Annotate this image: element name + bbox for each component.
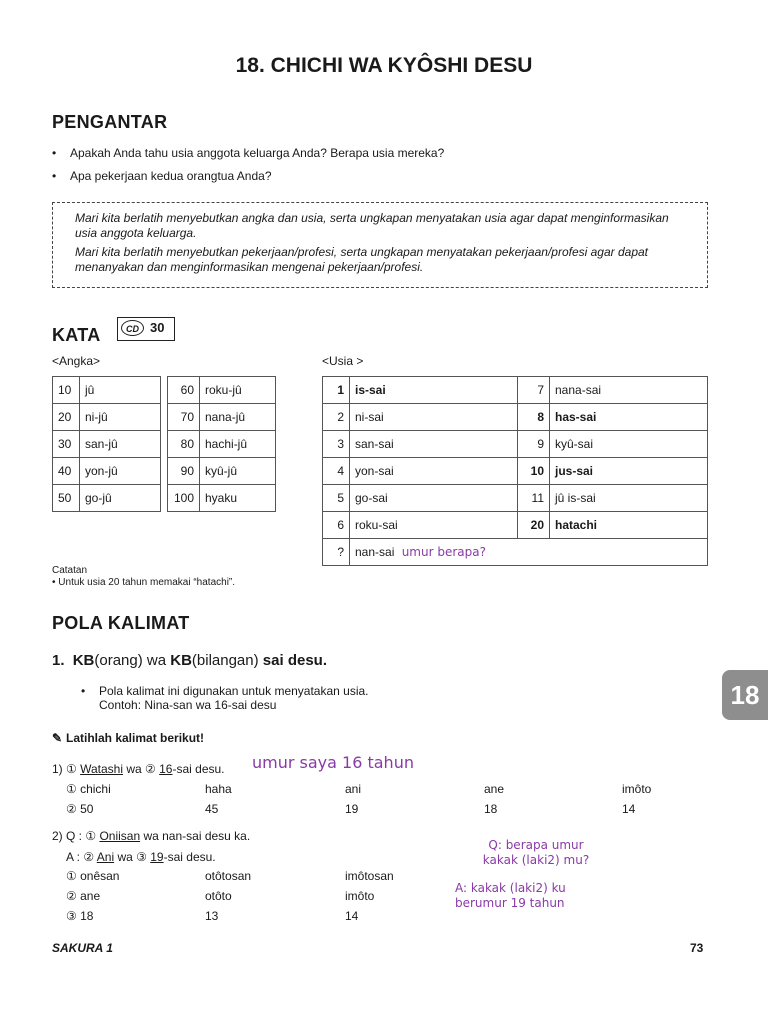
table-row (53, 431, 161, 458)
ex1-end: -sai desu. (172, 762, 225, 776)
table-row (323, 512, 708, 539)
ex1-option: 45 (205, 802, 219, 816)
number-cell: 2 (323, 404, 350, 431)
number-cell: 60 (168, 377, 200, 404)
number-cell: 100 (168, 485, 200, 512)
cd-track-number: 30 (150, 320, 165, 335)
ex1-word-2: 16 (159, 762, 173, 776)
word-cell: hachi-jû (200, 431, 276, 458)
ex2-option: ② ane (66, 889, 101, 903)
ex2-option: ① onêsan (66, 869, 120, 883)
word-cell: go-sai (350, 485, 518, 512)
number-cell: 7 (518, 377, 550, 404)
pencil-icon: ✎ (52, 731, 63, 745)
objective-text-2: Mari kita berlatih menyebutkan pekerjaan/profesi, serta ungkapan menyatakan pekerjaan/profesi agar dapat menanyakan dan menginformasikan mengenai pekerjaan/profesi. (75, 245, 649, 274)
intro-bullet-2: • Apa pekerjaan kedua orangtua Anda? (70, 169, 272, 183)
cd-track-badge (117, 317, 175, 341)
objectives-box (52, 202, 708, 288)
table-row (168, 377, 276, 404)
word-cell: roku-sai (350, 512, 518, 539)
ex1-option: ② 50 (66, 802, 94, 816)
ex1-option: 19 (345, 802, 359, 816)
pattern-bilangan: (bilangan) (191, 652, 263, 669)
handwritten-line: A: kakak (laki2) ku (455, 881, 566, 895)
pattern-explanation: • Pola kalimat ini digunakan untuk menyatakan usia. (99, 684, 369, 698)
ex1-word-1: Watashi (80, 762, 124, 776)
table-row (168, 458, 276, 485)
page-title: 18. CHICHI WA KYÔSHI DESU (235, 54, 533, 77)
ex2-a-word-1: Ani (96, 850, 115, 864)
word-cell: kyû-jû (200, 458, 276, 485)
table-row (323, 404, 708, 431)
catatan-body: Untuk usia 20 tahun memakai “hatachi”. (58, 577, 236, 588)
word-cell: has-sai (550, 404, 708, 431)
handwritten-line: kakak (laki2) mu? (482, 853, 590, 867)
number-cell: 80 (168, 431, 200, 458)
number-cell: 6 (323, 512, 350, 539)
table-row (168, 404, 276, 431)
pattern-end: sai desu. (262, 652, 327, 669)
table-row (323, 458, 708, 485)
handwritten-note: umur berapa? (401, 545, 486, 559)
angka-table-left (52, 376, 161, 512)
table-row (168, 431, 276, 458)
number-cell: 10 (518, 458, 550, 485)
ex1-option: 14 (622, 802, 636, 816)
usia-table (322, 376, 708, 566)
word-cell: nana-sai (550, 377, 708, 404)
word-cell: nana-jû (200, 404, 276, 431)
number-cell: 1 (323, 377, 350, 404)
word-cell: san-jû (80, 431, 161, 458)
number-cell: 40 (53, 458, 80, 485)
ex1-option: 18 (484, 802, 498, 816)
word-cell: hatachi (550, 512, 708, 539)
book-title-footer: SAKURA 1 (52, 941, 113, 955)
word-cell: ni-sai (350, 404, 518, 431)
ex1-option: ani (345, 782, 362, 796)
practice-instruction (52, 731, 204, 745)
word-cell: jû is-sai (550, 485, 708, 512)
number-cell: 9 (518, 431, 550, 458)
number-cell: 50 (53, 485, 80, 512)
ex1-option: imôto (622, 782, 652, 796)
word-cell: is-sai (350, 377, 518, 404)
ex1-mid: wa ② (123, 762, 160, 776)
ex2-option: otôtosan (205, 869, 252, 883)
table-row (53, 404, 161, 431)
word-cell: ni-jû (80, 404, 161, 431)
number-cell: 5 (323, 485, 350, 512)
handwritten-note (455, 881, 566, 911)
ex2-option: otôto (205, 889, 232, 903)
exercise-2-question (52, 829, 250, 843)
word-cell (350, 539, 708, 566)
chapter-tab: 18 (722, 670, 768, 720)
handwritten-note: umur saya 16 tahun (252, 753, 414, 772)
pattern-kb1: KB (72, 652, 95, 669)
ex2-q-prefix: 2) Q : ① (52, 829, 100, 843)
number-cell: 11 (518, 485, 550, 512)
word-cell: yon-jû (80, 458, 161, 485)
handwritten-line: Q: berapa umur (488, 838, 584, 852)
number-cell: 4 (323, 458, 350, 485)
question-word: nan-sai (355, 545, 395, 559)
ex2-option: 14 (345, 909, 359, 923)
ex2-a-prefix: A : ② (66, 850, 97, 864)
ex2-q-word: Oniisan (99, 829, 141, 843)
ex2-a-word-2: 19 (150, 850, 164, 864)
ex2-option: imôto (345, 889, 375, 903)
pattern-kb2: KB (170, 652, 192, 669)
section-heading-pola: POLA KALIMAT (52, 613, 190, 633)
bullet-dot: • (52, 577, 59, 588)
word-cell: jû (80, 377, 161, 404)
exercise-1-sentence (52, 762, 225, 776)
table-row (323, 431, 708, 458)
number-cell: 3 (323, 431, 350, 458)
section-heading-kata: KATA (52, 325, 101, 345)
table-row (53, 458, 161, 485)
ex2-option: ③ 18 (66, 909, 94, 923)
number-cell: ? (323, 539, 350, 566)
table-row (168, 485, 276, 512)
sentence-pattern (52, 652, 327, 669)
number-cell: 20 (53, 404, 80, 431)
ex1-option: ane (484, 782, 505, 796)
word-cell: san-sai (350, 431, 518, 458)
cd-icon: CD (121, 320, 144, 336)
table-row (323, 377, 708, 404)
section-heading-pengantar: PENGANTAR (52, 112, 168, 132)
exercise-2-answer (66, 850, 216, 864)
number-cell: 30 (53, 431, 80, 458)
table-row (53, 377, 161, 404)
ex1-option: haha (205, 782, 232, 796)
number-cell: 20 (518, 512, 550, 539)
number-cell: 70 (168, 404, 200, 431)
ex2-q-end: wa nan-sai desu ka. (140, 829, 251, 843)
ex2-option: 13 (205, 909, 219, 923)
ex1-option: ① chichi (66, 782, 111, 796)
handwritten-note (466, 838, 606, 868)
page-number: 73 (690, 941, 704, 955)
ex2-option: imôtosan (345, 869, 394, 883)
ex2-a-end: -sai desu. (163, 850, 216, 864)
number-cell: 90 (168, 458, 200, 485)
number-cell: 8 (518, 404, 550, 431)
word-cell: kyû-sai (550, 431, 708, 458)
word-cell: hyaku (200, 485, 276, 512)
practice-label: Latihlah kalimat berikut! (66, 731, 205, 745)
word-cell: yon-sai (350, 458, 518, 485)
table-row (323, 539, 708, 566)
word-cell: jus-sai (550, 458, 708, 485)
pattern-number: 1. (52, 652, 65, 669)
angka-label: <Angka> (52, 354, 101, 368)
pattern-orang: (orang) wa (94, 652, 171, 669)
objective-text-1: Mari kita berlatih menyebutkan angka dan usia, serta ungkapan menyatakan usia agar dapat menginformasikan usia anggota keluarga. (75, 211, 669, 240)
number-cell: 10 (53, 377, 80, 404)
table-row (53, 485, 161, 512)
pattern-example: Contoh: Nina-san wa 16-sai desu (99, 698, 277, 712)
usia-label: <Usia > (322, 354, 364, 368)
word-cell: go-jû (80, 485, 161, 512)
catatan-title: Catatan (52, 565, 88, 576)
table-row (323, 485, 708, 512)
catatan-text (52, 577, 235, 588)
ex2-a-mid: wa ③ (114, 850, 151, 864)
word-cell: roku-jû (200, 377, 276, 404)
angka-table-right (167, 376, 276, 512)
handwritten-line: berumur 19 tahun (455, 896, 565, 910)
ex1-prefix: 1) ① (52, 762, 81, 776)
intro-bullet-1: • Apakah Anda tahu usia anggota keluarga Anda? Berapa usia mereka? (70, 146, 444, 160)
